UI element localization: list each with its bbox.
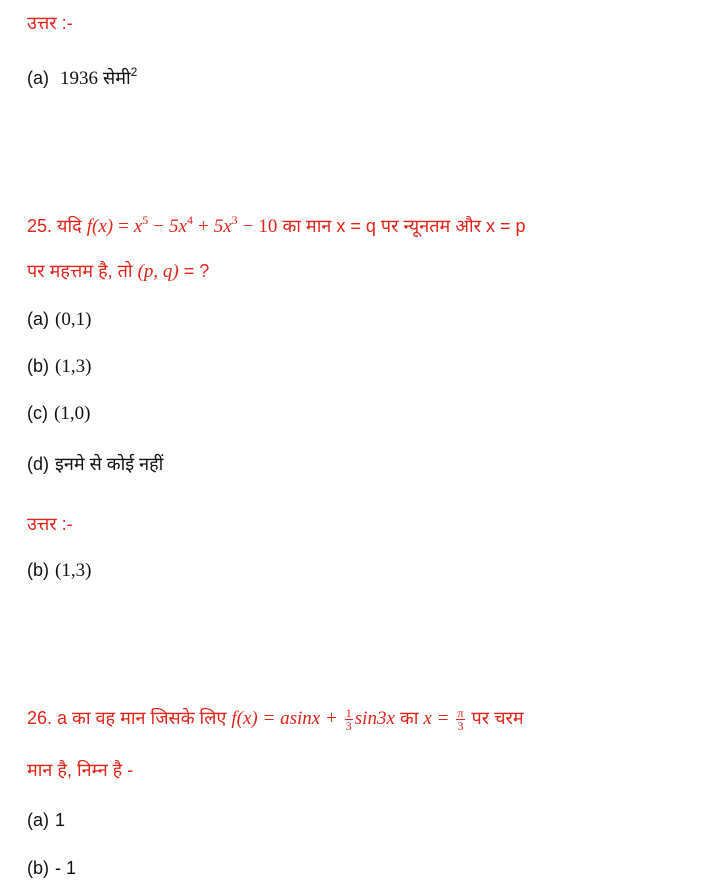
question-middle: का मान x = q पर न्यूनतम और x = p: [282, 216, 526, 236]
option-label: (d): [27, 454, 49, 474]
function-expression: f(x) = asinx +: [231, 708, 338, 729]
term-3: $5x^3$: [213, 213, 238, 237]
sin3x-term: sin3x: [354, 708, 395, 729]
answer-label: (b): [27, 560, 49, 580]
pq-pair: (p, q): [137, 261, 179, 282]
option-label: (b): [27, 858, 49, 878]
function-f: f(x): [86, 216, 114, 237]
option-d: [27, 452, 163, 476]
constant: 10: [258, 216, 278, 237]
option-label: (a): [27, 309, 49, 329]
option-value: (0,1): [55, 309, 92, 330]
question-mid: का: [399, 708, 419, 728]
option-value: इनमे से कोई नहीं: [55, 454, 164, 474]
option-a: [27, 309, 91, 331]
question-line2-end: = ?: [183, 261, 210, 281]
question-number: 25.: [27, 216, 53, 236]
question-number: 26.: [27, 708, 53, 728]
answer-exponent: 2: [130, 65, 138, 79]
question-prefix: a का वह मान जिसके लिए: [57, 708, 227, 728]
minus-sign: −: [153, 216, 165, 237]
option-label: (a): [27, 810, 49, 830]
minus-sign-2: −: [242, 216, 254, 237]
question-25-line-2: [27, 259, 209, 283]
option-value: (1,3): [55, 356, 92, 377]
equals-sign: =: [118, 216, 129, 237]
option-value: 1: [55, 810, 66, 830]
question-26-line-2: मान है, निम्न है -: [27, 760, 134, 780]
plus-sign: +: [198, 216, 209, 237]
option-b: [27, 858, 76, 879]
term-2: $5x^4$: [169, 213, 193, 237]
q24-answer: [27, 65, 137, 90]
option-label: (c): [27, 403, 48, 423]
answer-heading: उत्तर :-: [27, 13, 73, 33]
option-a: [27, 810, 65, 831]
answer-value: 1936: [60, 68, 99, 89]
option-b: [27, 356, 91, 378]
question-25-line-1: [27, 213, 526, 238]
fraction-pi-third: $\frac{\pi}{3}$: [457, 705, 464, 733]
fraction-one-third: $\frac{1}{3}$: [345, 705, 352, 733]
option-value: - 1: [55, 858, 77, 878]
question-prefix: यदि: [57, 216, 82, 236]
q25-answer: [27, 560, 91, 582]
term-1: $x^5$: [133, 213, 149, 237]
answer-label: (a): [27, 68, 49, 88]
question-26-line-1: [27, 706, 524, 732]
question-suffix: पर चरम: [471, 708, 524, 728]
option-c: [27, 403, 90, 425]
option-label: (b): [27, 356, 49, 376]
x-equals: x =: [423, 708, 450, 729]
answer-value: (1,3): [55, 560, 92, 581]
answer-unit: सेमी: [103, 68, 131, 88]
question-line2-text: पर महत्तम है, तो: [27, 261, 133, 281]
q25-answer-heading: उत्तर :-: [27, 514, 73, 534]
option-value: (1,0): [54, 403, 91, 424]
